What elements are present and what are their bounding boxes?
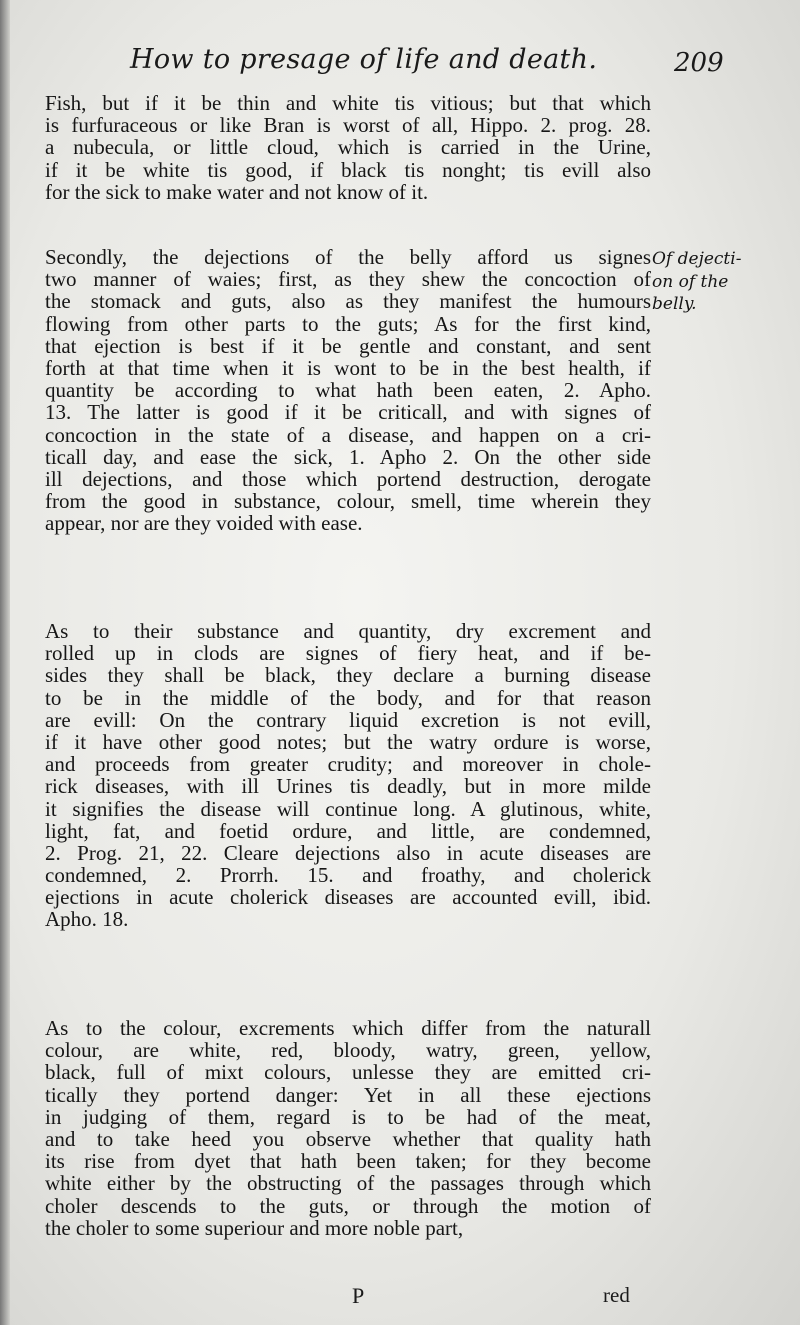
signature-mark: P bbox=[352, 1283, 365, 1308]
text-line: condemned, 2. Prorrh. 15. and froathy, and cholerick bbox=[45, 863, 651, 888]
text-line: appear, nor are they voided with ease. bbox=[45, 511, 363, 536]
text-line: rolled up in clods are signes of fiery heat, and if be- bbox=[45, 641, 651, 666]
text-line: quantity be according to what hath been eaten, 2. Apho. bbox=[45, 378, 651, 403]
text-line: are evill: On the contrary liquid excretion is not evill, bbox=[45, 707, 651, 732]
text-line: Fish, but if it be thin and white tis vitious; but that which bbox=[45, 91, 651, 115]
catchword: red bbox=[603, 1283, 630, 1307]
text-line: Apho. 18. bbox=[45, 907, 129, 932]
text-line: and to take heed you observe whether that quality hath bbox=[45, 1126, 651, 1151]
text-line: for the sick to make water and not know of it. bbox=[45, 179, 429, 204]
paragraph-3 bbox=[45, 620, 651, 931]
text-line: and proceeds from greater crudity; and moreover in chole- bbox=[45, 752, 651, 777]
text-line: ticall day, and ease the sick, 1. Apho 2. On the other side bbox=[45, 444, 651, 469]
text-line: As to the colour, excrements which differ from the naturall bbox=[45, 1016, 651, 1040]
page-number: 209 bbox=[674, 48, 724, 78]
text-line: it signifies the disease will continue long. A glutinous, white, bbox=[45, 796, 651, 821]
text-line: the choler to some superiour and more noble part, bbox=[45, 1215, 464, 1240]
running-title: How to presage of life and death. bbox=[130, 44, 598, 75]
text-line: black, full of mixt colours, unlesse they are emitted cri- bbox=[45, 1060, 651, 1085]
text-line: light, fat, and foetid ordure, and little, are condemned, bbox=[45, 818, 651, 843]
text-line: forth at that time when it is wont to be in the best health, if bbox=[45, 355, 651, 380]
text-line: ill dejections, and those which portend destruction, derogate bbox=[45, 466, 651, 491]
text-line: choler descends to the guts, or through the motion of bbox=[45, 1193, 651, 1218]
marginal-note bbox=[652, 248, 792, 316]
marginal-note-line: Of dejecti- bbox=[652, 249, 742, 269]
text-line: in judging of them, regard is to be had of the meat, bbox=[45, 1104, 651, 1129]
text-line: from the good in substance, colour, smell, time wherein they bbox=[45, 489, 651, 514]
text-line: is furfuraceous or like Bran is worst of all, Hippo. 2. prog. 28. bbox=[45, 113, 651, 138]
page-gutter-shadow bbox=[0, 0, 10, 1325]
text-line: ejections in acute cholerick diseases are accounted evill, ibid. bbox=[45, 885, 651, 910]
text-line: As to their substance and quantity, dry excrement and bbox=[45, 619, 651, 643]
text-line: tically they portend danger: Yet in all these ejections bbox=[45, 1082, 651, 1107]
text-line: 2. Prog. 21, 22. Cleare dejections also in acute diseases are bbox=[45, 840, 651, 865]
marginal-note-line: on of the bbox=[652, 271, 729, 292]
paragraph-4 bbox=[45, 1017, 651, 1239]
text-line: sides they shall be black, they declare a burning disease bbox=[45, 663, 651, 688]
text-line: concoction in the state of a disease, and happen on a cri- bbox=[45, 422, 651, 447]
text-line: flowing from other parts to the guts; As for the first kind, bbox=[45, 311, 651, 336]
marginal-note-line: belly. bbox=[652, 294, 697, 314]
text-line: its rise from dyet that hath been taken; for they become bbox=[45, 1149, 651, 1174]
paragraph-1 bbox=[45, 92, 651, 203]
paragraph-2 bbox=[45, 246, 651, 534]
text-line: the stomack and guts, also as they manifest the humours bbox=[45, 289, 651, 314]
text-line: white either by the obstructing of the passages through which bbox=[45, 1171, 651, 1196]
text-line: to be in the middle of the body, and for that reason bbox=[45, 685, 651, 710]
text-line: a nubecula, or little cloud, which is carried in the Urine, bbox=[45, 135, 651, 160]
text-line: 13. The latter is good if it be criticall, and with signes of bbox=[45, 400, 651, 425]
text-line: that ejection is best if it be gentle and constant, and sent bbox=[45, 333, 651, 358]
text-line: Secondly, the dejections of the belly afford us signes bbox=[45, 245, 651, 269]
text-line: colour, are white, red, bloody, watry, green, yellow, bbox=[45, 1038, 651, 1063]
text-line: if it be white tis good, if black tis nonght; tis evill also bbox=[45, 157, 651, 182]
text-line: two manner of waies; first, as they shew the concoction of bbox=[45, 267, 651, 292]
text-line: if it have other good notes; but the watry ordure is worse, bbox=[45, 729, 651, 754]
text-line: rick diseases, with ill Urines tis deadly, but in more milde bbox=[45, 774, 651, 799]
